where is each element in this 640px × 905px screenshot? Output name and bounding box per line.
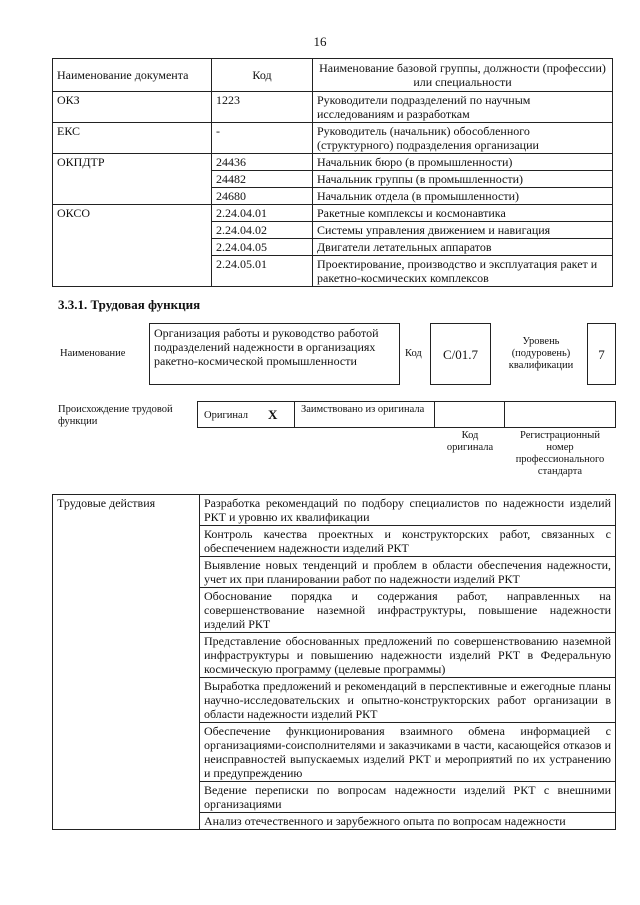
doc-cell: ЕКС [53, 123, 212, 154]
name-cell: Системы управления движением и навигация [313, 222, 613, 239]
borrowed-label: Заимствовано из оригинала [301, 404, 425, 415]
document-classification-table [52, 58, 613, 287]
table-row [53, 205, 613, 222]
labor-action-item: Обоснование порядка и содержания работ, направленных на совершенствование наземной инфраструктуры, повышение надежности изделий РКТ [200, 588, 616, 633]
name-cell: Руководители подразделений по научным исследованиям и разработкам [313, 92, 613, 123]
name-cell: Начальник группы (в промышленности) [313, 171, 613, 188]
code-cell: 2.24.04.02 [212, 222, 313, 239]
function-name-value: Организация работы и руководство работой подразделений надежности в организациях ракетно-космической промышленности [154, 326, 379, 368]
code-cell: 24436 [212, 154, 313, 171]
name-label: Наименование [60, 348, 126, 359]
level-box [587, 323, 616, 385]
original-box [197, 401, 295, 428]
code-cell: 2.24.04.05 [212, 239, 313, 256]
name-cell: Ракетные комплексы и космонавтика [313, 205, 613, 222]
level-label: Уровень (подуровень) квалификации [508, 336, 574, 371]
code-cell: 2.24.05.01 [212, 256, 313, 287]
code-cell: 24482 [212, 171, 313, 188]
labor-action-item: Ведение переписки по вопросам надежности изделий РКТ с внешними организациями [200, 782, 616, 813]
function-code-box [430, 323, 491, 385]
labor-action-item: Обеспечение функционирования взаимного обмена информацией с организациями-соисполнителями и заказчиками в части, касающейся отказов и неисправностей выпускаемых изделий РКТ и мероприятий по их устранению и предупреждению [200, 723, 616, 782]
page-number: 16 [313, 34, 327, 49]
code-cell: - [212, 123, 313, 154]
reg-number-label: Регистрационный номер профессионального стандарта [515, 430, 605, 477]
name-cell: Начальник отдела (в промышленности) [313, 188, 613, 205]
code-original-box [434, 401, 505, 428]
labor-action-item: Представление обоснованных предложений по совершенствованию наземной инфраструктуры и повышению надежности изделий РКТ в Федеральную космическую программу (целевые программы) [200, 633, 616, 678]
column-header: Код [212, 59, 313, 92]
doc-cell: ОКПДТР [53, 154, 212, 205]
name-cell: Проектирование, производство и эксплуатация ракет и ракетно-космических комплексов [313, 256, 613, 287]
function-code-value: C/01.7 [442, 347, 479, 362]
labor-action-item: Разработка рекомендаций по подбору специалистов по надежности изделий РКТ и уровню их квалификации [200, 495, 616, 526]
origin-label: Происхождение трудовой функции [58, 404, 173, 427]
code-cell: 2.24.04.01 [212, 205, 313, 222]
labor-actions-header: Трудовые действия [53, 495, 200, 830]
table-header-row [53, 59, 613, 92]
original-label: Оригинал [204, 410, 248, 421]
original-mark: X [268, 407, 278, 422]
name-cell: Начальник бюро (в промышленности) [313, 154, 613, 171]
code-cell: 1223 [212, 92, 313, 123]
table-row [53, 154, 613, 171]
name-cell: Двигатели летательных аппаратов [313, 239, 613, 256]
code-cell: 24680 [212, 188, 313, 205]
table-row [53, 123, 613, 154]
column-header: Наименование базовой группы, должности (профессии) или специальности [313, 59, 613, 92]
labor-actions-table [52, 494, 616, 830]
doc-cell: ОКСО [53, 205, 212, 287]
level-value: 7 [598, 347, 605, 362]
borrowed-box [294, 401, 435, 428]
section-title: 3.3.1. Трудовая функция [58, 297, 201, 312]
labor-action-item: Анализ отечественного и зарубежного опыта по вопросам надежности [200, 813, 616, 830]
code-label: Код [405, 348, 422, 359]
column-header: Наименование документа [53, 59, 212, 92]
doc-cell: ОКЗ [53, 92, 212, 123]
reg-number-box [504, 401, 616, 428]
function-name-box [149, 323, 400, 385]
labor-action-item: Выработка предложений и рекомендаций в перспективные и ежегодные планы научно-исследовательских и опытно-конструкторских работ организации в области надежности изделий РКТ [200, 678, 616, 723]
code-original-label: Код оригинала [446, 430, 494, 453]
name-cell: Руководитель (начальник) обособленного (структурного) подразделения организации [313, 123, 613, 154]
table-row [53, 495, 616, 526]
labor-action-item: Контроль качества проектных и конструкторских работ, связанных с обеспечением надежности изделий РКТ [200, 526, 616, 557]
labor-action-item: Выявление новых тенденций и проблем в области обеспечения надежности, учет их при планировании работ по надежности изделий РКТ [200, 557, 616, 588]
table-row [53, 92, 613, 123]
